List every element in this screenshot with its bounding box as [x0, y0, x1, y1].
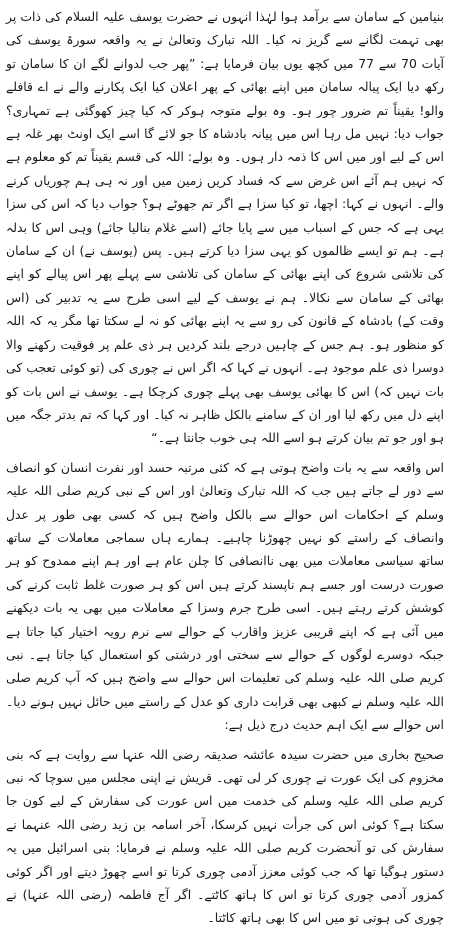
commentary-paragraph: اس واقعہ سے یہ بات واضح ہوتی ہے کہ کئی مرتبہ حسد اور نفرت انسان کو انصاف سے دور لے جاتے ہیں جب کہ اللہ تبارک وتعالیٰ اور اس کے نبی کریم صلی اللہ علیہ وسلم کے احکامات اس حوالے سے بالکل واضح ہیں کہ کسی بھی طور پر عدل وانصاف کے راستے کو نہیں چھوڑنا چاہیے۔ ہمارے ہاں سماجی معاملات کے ساتھ ساتھ سیاسی معاملات میں بھی ناانصافی کا چلن عام ہے اور ہم اپنے ممدوح کو ہر صورت درست اور جسے ہم ناپسند کرتے ہیں اس کو ہر صورت غلط ثابت کرنے کی کوشش کرتے رہتے ہیں۔ اسی طرح جرم وسزا کے معاملات میں بھی یہ بات دیکھنے میں آئی ہے کہ اپنے قریبی عزیز واقارب کے حوالے سے نرم رویہ اختیار کیا جاتا ہے جبکہ دوسرے لوگوں کے حوالے سے سختی اور درشتی کو استعمال کیا جاتا ہے۔ نبی کریم صلی اللہ علیہ وسلم کی تعلیمات اس حوالے سے واضح ہیں کہ آپ کریم صلی اللہ علیہ وسلم نے کبھی بھی قرابت داری کو عدل کے راستے میں حائل نہیں ہونے دیا۔ اس حوالے سے ایک اہم حدیث درج ذیل ہے: — [6, 459, 444, 733]
story-paragraph: بنیامین کے سامان سے برآمد ہوا لہٰذا انہوں نے حضرت یوسف علیہ السلام کی ذات پر بھی تہمت لگانے سے گریز نہ کیا۔ اللہ تبارک وتعالیٰ نے یہ واقعہ سورۃ یوسف کی آیات 70 سے 77 میں کچھ یوں بیان فرمایا ہے: ”پھر جب لدوانے لگے ان کا سامان تو رکھ دیا ایک پیالہ سامان میں اپنے بھائی کے پھر اعلان کیا ایک پکارنے والے نے اے قافلے والو! یقیناً تم ضرور چور ہو۔ وہ بولے متوجہ ہوکر کہ کیا چیز کھوگئی ہے تمہاری؟ جواب دیا: نہیں مل رہا اس میں پیانہ بادشاہ کا جو لائے گا اسے ایک اونٹ بھر غلہ ہے اس کے لیے اور میں اس کا ذمہ دار ہوں۔ وہ بولے: اللہ کی قسم یقیناً تم کو معلوم ہے کہ نہیں ہم آئے اس غرض سے کہ فساد کریں زمین میں اور نہ ہی ہم چوریاں کرنے والے۔ انہوں نے کہا: اچھا، تو کیا سزا ہے اگر تم جھوٹے ہو؟ جواب دیا کہ اس کی سزا یہی ہے کہ جس کے اسباب میں سے پایا جائے (اسے غلام بنالیا جائے) وہی اس کا بدلہ ہے۔ ہم تو ایسے ظالموں کو یہی سزا دیا کرتے ہیں۔ پس (یوسف نے) ان کے سامان کی تلاشی شروع کی اپنے بھائی کے سامان کی تلاشی سے پہلے پھر اس پیالے کو اپنے بھائی کے سامان سے نکالا۔ ہم نے یوسف کے لیے اسی طرح سے یہ تدبیر کی (اس وقت کے) بادشاہ کے قانون کی رو سے یہ اپنے بھائی کو نہ لے سکتا تھا مگر یہ کہ اللہ کو منظور ہو۔ ہم جس کے چاہیں درجے بلند کردیں ہر ذی علم پر فوقیت رکھنے والا دوسرا ذی علم موجود ہے۔ انہوں نے کہا کہ اگر اس نے چوری کی (تو کوئی تعجب کی بات نہیں کہ) اس کا بھائی یوسف بھی پہلے چوری کرچکا ہے۔ یوسف نے اس بات کو اپنے دل میں رکھ لیا اور ان کے سامنے بالکل ظاہر نہ کیا۔ اور کہا کہ تم بدتر جگہ میں ہو اور جو تم بیان کرتے ہو اسے اللہ ہی خوب جانتا ہے۔“ — [6, 9, 444, 446]
hadith-paragraph: صحیح بخاری میں حضرت سیدہ عائشہ صدیقہ رضی اللہ عنہا سے روایت ہے کہ بنی مخزوم کی ایک عورت نے چوری کر لی تھی۔ قریش نے اپنی مجلس میں سوچا کہ نبی کریم صلی اللہ علیہ وسلم کی خدمت میں اس عورت کی سفارش کے لیے کون جا سکتا ہے؟ کوئی اس کی جرأت نہیں کرسکا، آخر اسامہ بن زید رضی اللہ عنہما نے سفارش کی تو آنحضرت کریم صلی اللہ علیہ وسلم نے فرمایا: بنی اسرائیل میں یہ دستور ہوگیا تھا کہ جب کوئی معزز آدمی چوری کرتا تو اسے چھوڑ دیتے اور اگر کوئی کمزور آدمی چوری کرتا تو اس کا ہاتھ کاٹتے۔ اگر آج فاطمہ (رضی اللہ عنہا) نے چوری کی ہوتی تو میں اس کا بھی ہاتھ کاٹتا۔ — [6, 746, 444, 926]
